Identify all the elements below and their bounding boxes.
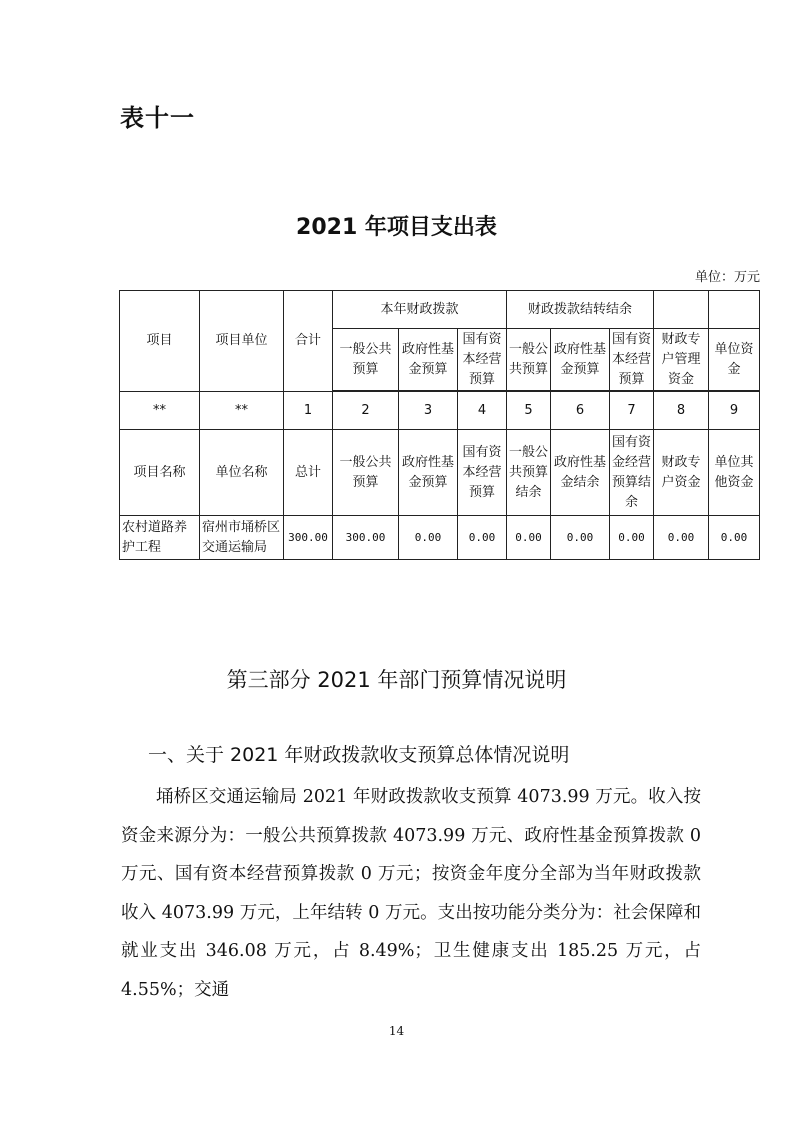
table-row <box>120 516 760 560</box>
index-cell: 8 <box>654 392 709 430</box>
header-cell: 一般公共预算 <box>507 329 551 391</box>
amount-cell: 0.00 <box>551 516 610 560</box>
unit-label: 单位：万元 <box>694 270 760 285</box>
header-group-current: 本年财政拨款 <box>333 291 507 329</box>
project-name-cell: 农村道路养护工程 <box>120 516 200 560</box>
index-cell: 6 <box>551 392 610 430</box>
amount-cell: 0.00 <box>399 516 458 560</box>
index-cell: ** <box>200 392 284 430</box>
header-cell: 单位资金 <box>709 329 760 391</box>
field-cell: 单位名称 <box>200 430 284 516</box>
field-cell: 总计 <box>284 430 333 516</box>
field-cell: 单位其他资金 <box>709 430 760 516</box>
project-expenditure-table <box>119 290 760 560</box>
field-cell: 国有资金经营预算结余 <box>610 430 654 516</box>
amount-cell: 300.00 <box>333 516 399 560</box>
header-cell: 一般公共预算 <box>333 329 399 391</box>
body-paragraph-text: 埇桥区交通运输局 2021 年财政拨款收支预算 4073.99 万元。收入按资金来源分为：一般公共预算拨款 4073.99 万元、政府性基金预算拨款 0 万元、国有资本经营预算拨款 0 万元；按资金年度分全部为当年财政拨款收入 4073.99 万元，上年结转 0 万元。支出按功能分类分为：社会保障和就业支出 346.08 万元，占 8.49%；卫生健康支出 185.25 万元，占 4.55%；交通 <box>121 787 701 1000</box>
body-paragraph <box>121 778 701 1009</box>
index-cell: 4 <box>458 392 507 430</box>
header-cell: 政府性基金预算 <box>551 329 610 391</box>
field-row <box>120 430 760 516</box>
index-cell: ** <box>120 392 200 430</box>
amount-cell: 0.00 <box>709 516 760 560</box>
header-cell: 财政专户管理资金 <box>654 329 709 391</box>
field-cell: 政府性基金结余 <box>551 430 610 516</box>
index-cell: 9 <box>709 392 760 430</box>
index-cell: 1 <box>284 392 333 430</box>
field-cell: 项目名称 <box>120 430 200 516</box>
header-total: 合计 <box>284 291 333 392</box>
amount-cell: 0.00 <box>610 516 654 560</box>
index-cell: 2 <box>333 392 399 430</box>
field-cell: 一般公共预算 <box>333 430 399 516</box>
header-cell: 国有资本经营预算 <box>610 329 654 391</box>
header-empty-cell <box>709 291 760 329</box>
header-empty-cell <box>654 291 709 329</box>
header-item: 项目 <box>120 291 200 392</box>
field-cell: 一般公共预算结余 <box>507 430 551 516</box>
field-cell: 国有资本经营预算 <box>458 430 507 516</box>
field-cell: 政府性基金预算 <box>399 430 458 516</box>
amount-cell: 0.00 <box>458 516 507 560</box>
index-cell: 7 <box>610 392 654 430</box>
field-cell: 财政专户资金 <box>654 430 709 516</box>
index-cell: 5 <box>507 392 551 430</box>
amount-cell: 0.00 <box>654 516 709 560</box>
header-group-carry: 财政拨款结转结余 <box>507 291 654 329</box>
page-number: 14 <box>388 1024 405 1038</box>
sub-heading: 一、关于 2021 年财政拨款收支预算总体情况说明 <box>148 744 570 766</box>
header-cell: 政府性基金预算 <box>399 329 458 391</box>
amount-cell: 0.00 <box>507 516 551 560</box>
index-row <box>120 392 760 430</box>
table-label: 表十一 <box>120 104 195 132</box>
header-row-1 <box>120 291 760 329</box>
project-unit-cell: 宿州市埇桥区交通运输局 <box>200 516 284 560</box>
table-title: 2021 年项目支出表 <box>296 215 497 240</box>
section-title: 第三部分 2021 年部门预算情况说明 <box>226 668 567 692</box>
index-cell: 3 <box>399 392 458 430</box>
header-cell: 国有资本经营预算 <box>458 329 507 391</box>
header-unit: 项目单位 <box>200 291 284 392</box>
total-cell: 300.00 <box>284 516 333 560</box>
